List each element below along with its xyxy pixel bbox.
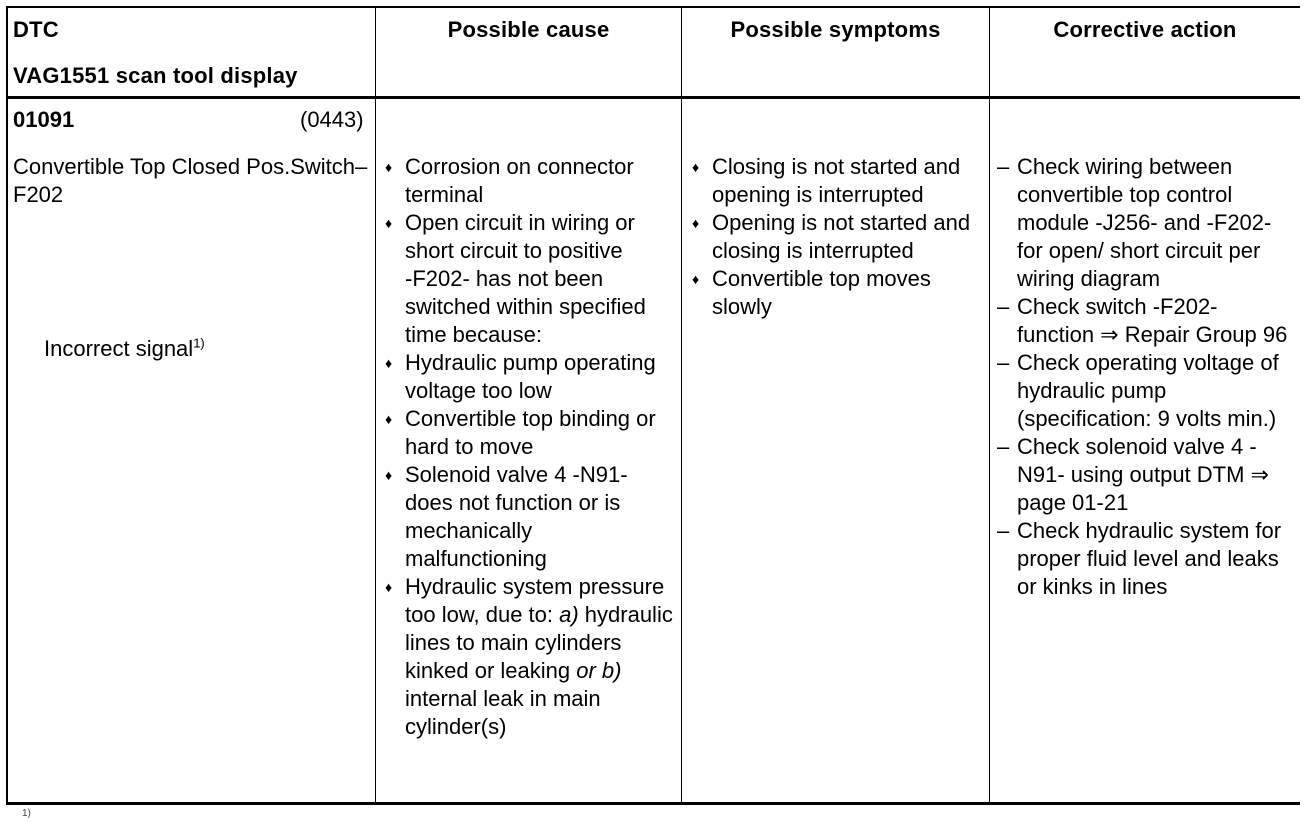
list-item [383, 209, 677, 265]
action-list [995, 153, 1297, 601]
symptom-list [690, 153, 986, 321]
possible-cause-cell [383, 153, 677, 741]
list-item-text: Corrosion on connector terminal [405, 154, 634, 207]
or-label: or [576, 658, 596, 683]
bullet-icon: ♦ [692, 271, 700, 287]
list-item-text: Convertible top moves slowly [712, 266, 931, 319]
cause-list [383, 153, 677, 741]
cause-text-pre: Hydraulic system pressure too low, due to: [405, 574, 665, 627]
list-item-text: Check wiring between convertible top control module -J256- and -F202- for open/ short circuit per wiring diagram [1017, 154, 1272, 291]
header-possible-cause: Possible cause [447, 17, 610, 42]
list-item-text: Hydraulic pump operating voltage too low [405, 350, 656, 403]
list-item-text: Check solenoid valve 4 -N91- using output DTM ⇒ page 01-21 [1017, 434, 1269, 515]
signal-description [44, 335, 364, 363]
bullet-icon: ♦ [385, 355, 393, 371]
list-item [995, 293, 1297, 349]
header-corrective-action: Corrective action [1053, 17, 1237, 42]
list-item-text: Check hydraulic system for proper fluid level and leaks or kinks in lines [1017, 518, 1282, 599]
list-item [383, 153, 677, 209]
corrective-action-cell [995, 153, 1297, 601]
list-item-text: -F202- has not been switched within specified time because: [405, 266, 646, 347]
dash-icon: – [997, 434, 1010, 459]
bullet-icon: ♦ [385, 411, 393, 427]
possible-symptoms-cell [690, 153, 986, 321]
table-bottom-border [6, 802, 1300, 805]
list-item [690, 209, 986, 265]
list-item [995, 517, 1297, 601]
list-item-text: Open circuit in wiring or short circuit to positive [405, 210, 635, 263]
footnote-marker: 1) [22, 808, 31, 819]
signal-text: Incorrect signal [44, 336, 194, 361]
list-item [383, 265, 677, 349]
component-name: Convertible Top Closed Pos.Switch–F202 [13, 154, 368, 207]
list-item [995, 349, 1297, 433]
option-b-text: internal leak in main cylinder(s) [405, 686, 601, 739]
list-item [995, 433, 1297, 517]
list-item [383, 461, 677, 573]
list-item-text: Check switch -F202- function ⇒ Repair Group 96 [1017, 294, 1288, 347]
dash-icon: – [997, 154, 1010, 179]
bullet-icon: ♦ [385, 215, 393, 231]
table-top-border [6, 6, 1300, 8]
dash-icon: – [997, 350, 1010, 375]
bullet-icon: ♦ [692, 159, 700, 175]
list-item-text: Convertible top binding or hard to move [405, 406, 656, 459]
option-a-label: a) [559, 602, 579, 627]
list-item-text: Opening is not started and closing is interrupted [712, 210, 971, 263]
list-item-text [405, 574, 673, 739]
list-item [383, 349, 677, 405]
column-divider-2 [681, 6, 682, 804]
list-item [995, 153, 1297, 293]
column-divider-3 [989, 6, 990, 804]
dtc-alt-code: (0443) [300, 107, 364, 132]
bullet-icon: ♦ [385, 579, 393, 595]
bullet-icon: ♦ [692, 215, 700, 231]
dash-icon: – [997, 518, 1010, 543]
header-possible-symptoms: Possible symptoms [730, 17, 941, 42]
list-item-text: Check operating voltage of hydraulic pump (specification: 9 volts min.) [1017, 350, 1279, 431]
list-item [383, 405, 677, 461]
header-dtc: DTC [13, 17, 59, 42]
option-a-text: hydraulic lines to main cylinders kinked or leaking [405, 602, 673, 683]
list-item-text: Solenoid valve 4 -N91- does not function or is mechanically malfunctioning [405, 462, 628, 571]
dash-icon: – [997, 294, 1010, 319]
header-divider [6, 96, 1300, 99]
list-item [383, 573, 677, 741]
dtc-code: 01091 [13, 107, 75, 132]
signal-footnote-ref: 1) [193, 335, 205, 351]
list-item-text: Closing is not started and opening is interrupted [712, 154, 961, 207]
list-item [690, 153, 986, 209]
table-left-border [6, 6, 8, 804]
bullet-icon: ♦ [385, 159, 393, 175]
column-divider-1 [375, 6, 376, 804]
bullet-icon: ♦ [385, 467, 393, 483]
list-item [690, 265, 986, 321]
option-b-label: b) [601, 658, 622, 683]
header-scan-tool-display: VAG1551 scan tool display [13, 63, 298, 88]
